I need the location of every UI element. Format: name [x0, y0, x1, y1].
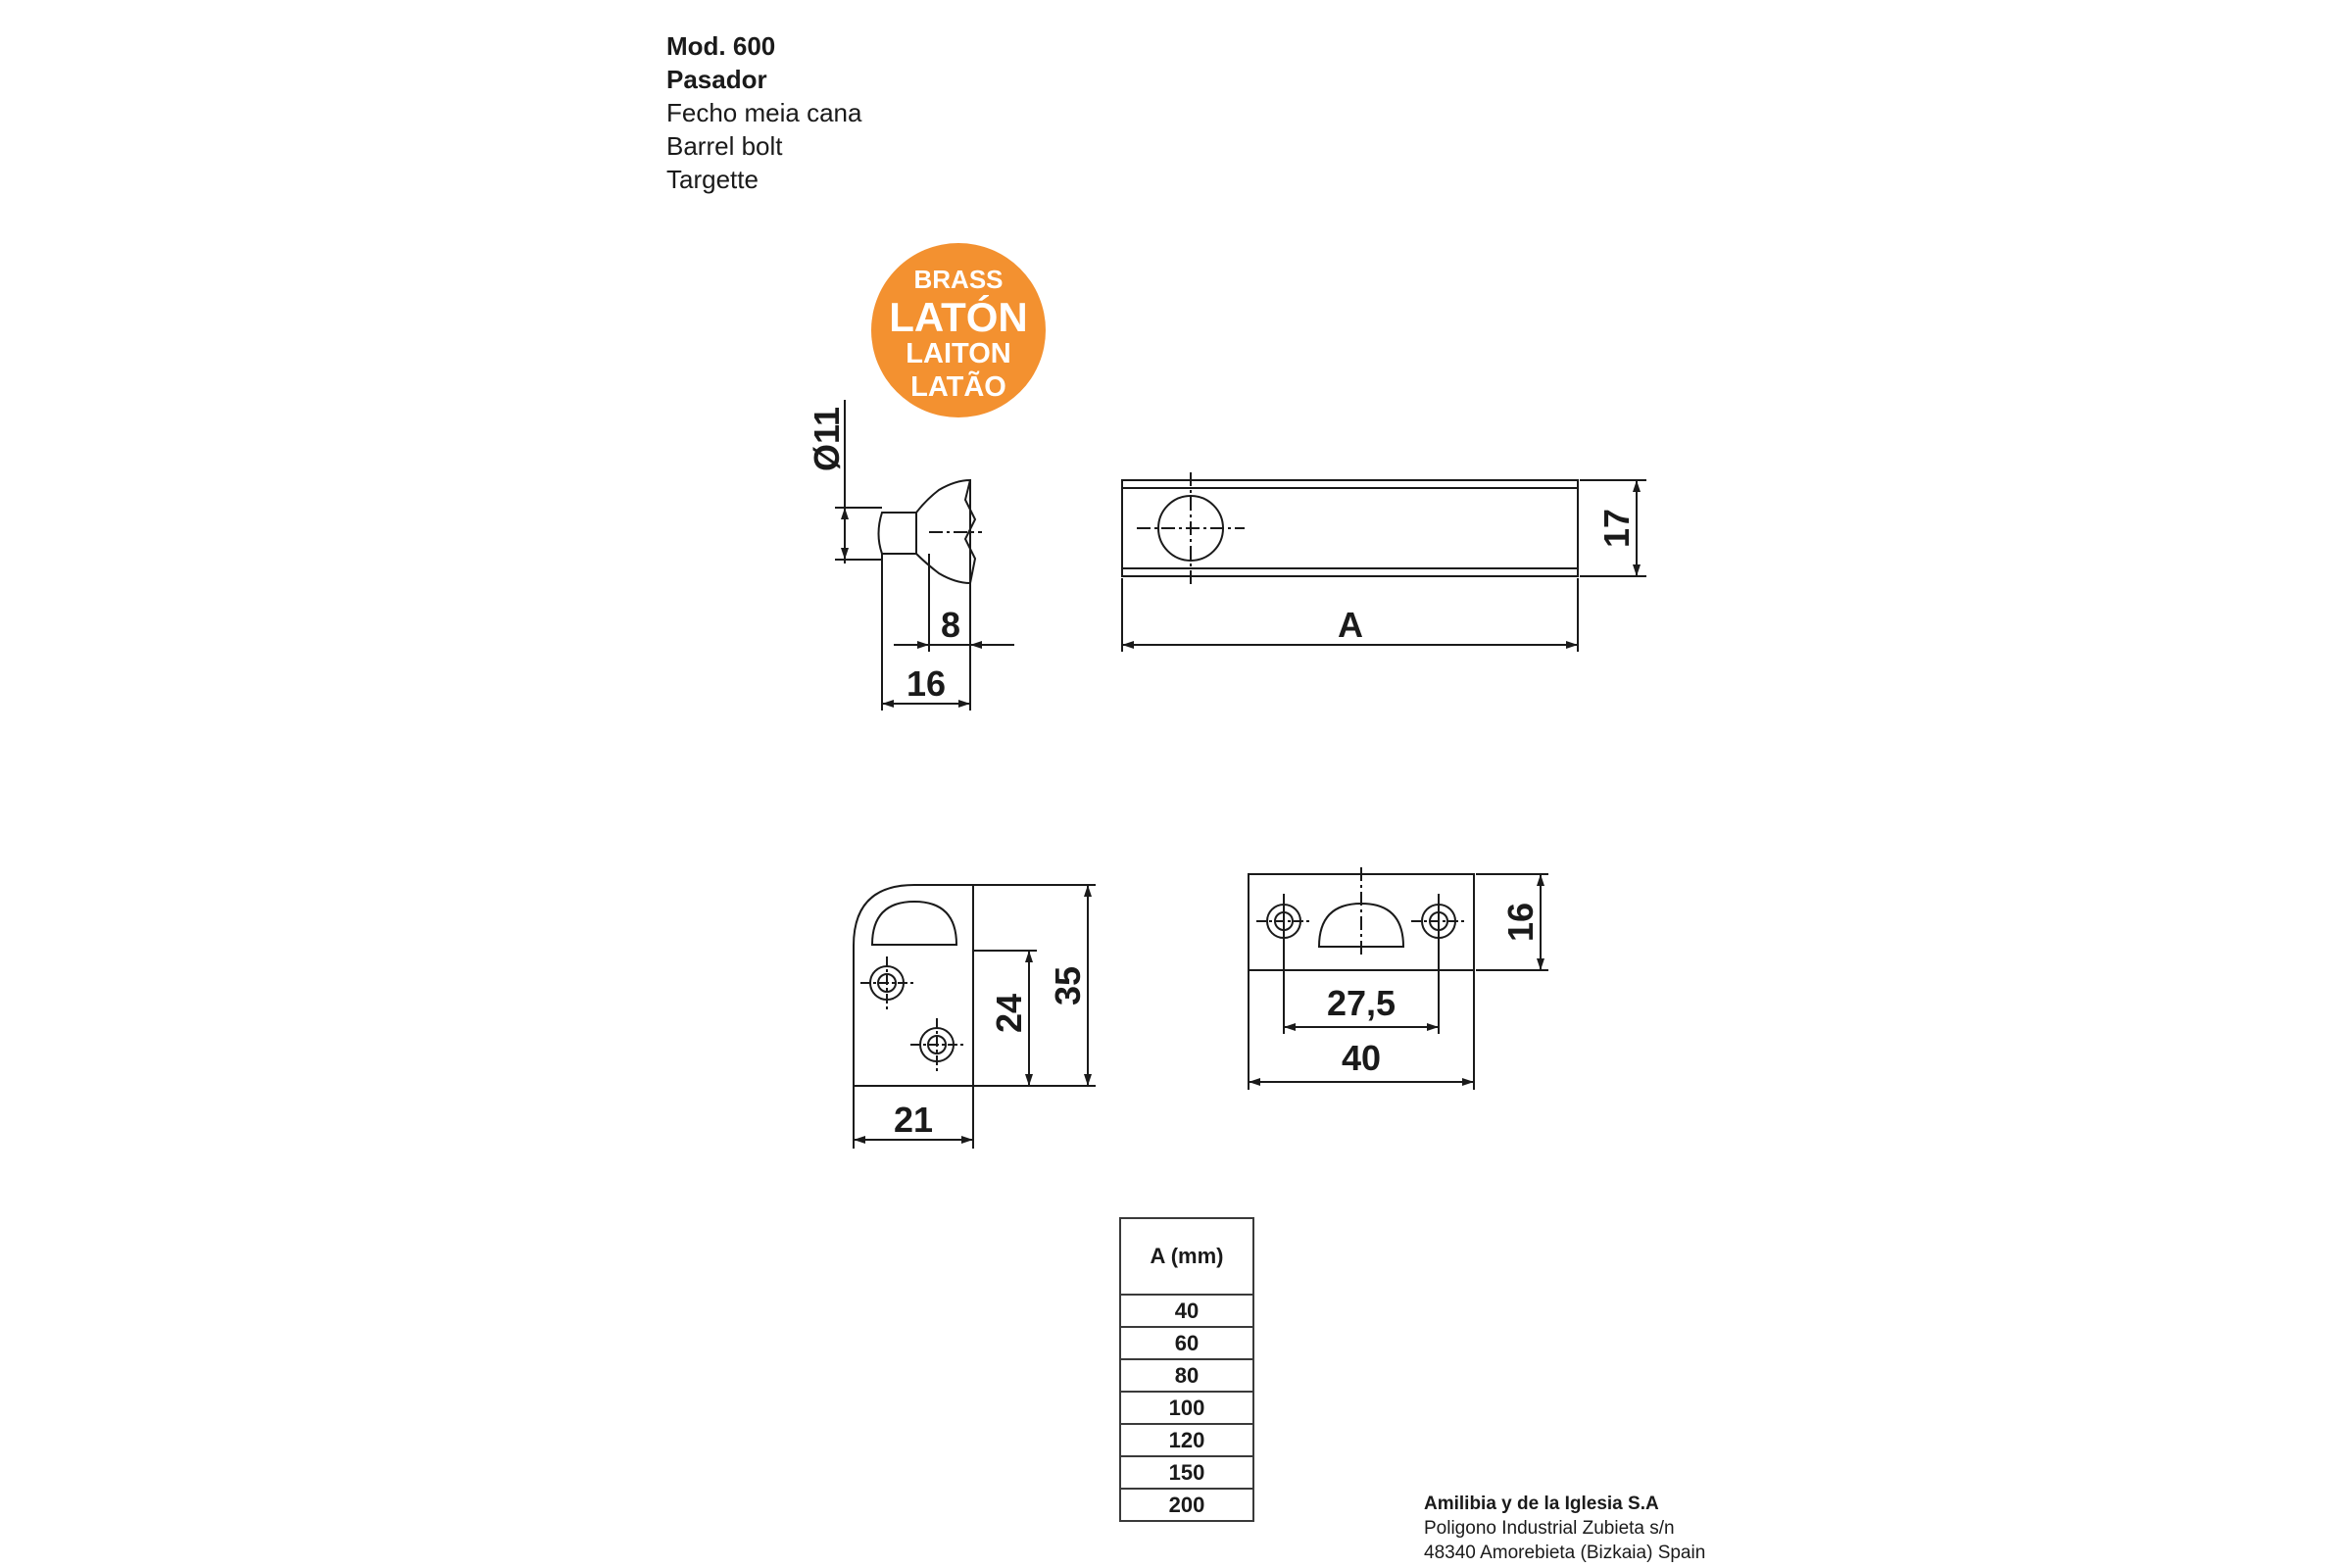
table-row: 80 — [1120, 1359, 1253, 1392]
dim-plate-hole-spacing: 27,5 — [1326, 983, 1396, 1023]
badge-laiton: LAITON — [906, 338, 1011, 369]
keeper-slot — [872, 902, 956, 945]
company-info — [1424, 1492, 1705, 1565]
product-name-pt: Fecho meia cana — [666, 98, 862, 127]
company-address-1: Poligono Industrial Zubieta s/n — [1424, 1518, 1675, 1539]
company-name: Amilibia y de la Iglesia S.A — [1424, 1494, 1659, 1514]
table-row: 40 — [1120, 1295, 1253, 1327]
keeper-view — [854, 885, 1096, 1149]
table-row: 100 — [1120, 1392, 1253, 1424]
length-table — [1119, 1217, 1254, 1522]
badge-laton: LATÓN — [889, 294, 1028, 340]
table-row: 200 — [1120, 1489, 1253, 1521]
product-name-es: Pasador — [666, 65, 767, 94]
badge-brass: BRASS — [913, 265, 1004, 294]
dim-plate-height: 16 — [1500, 902, 1541, 943]
badge-latao: LATÃO — [910, 371, 1006, 403]
dim-body-length: A — [1338, 605, 1363, 645]
dim-body-height: 17 — [1596, 508, 1637, 549]
dim-knob-total: 16 — [906, 663, 947, 704]
company-address-2: 48340 Amorebieta (Bizkaia) Spain — [1424, 1543, 1706, 1563]
product-name-fr: Targette — [666, 165, 759, 194]
strike-plate-view — [1249, 867, 1548, 1090]
dim-keeper-height: 35 — [1048, 965, 1088, 1006]
product-name-en: Barrel bolt — [666, 131, 783, 161]
dim-knob-head: 8 — [940, 605, 961, 645]
table-row: 60 — [1120, 1327, 1253, 1359]
table-row: 150 — [1120, 1456, 1253, 1489]
knob-side-view — [807, 400, 1014, 710]
table-header: A (mm) — [1120, 1218, 1253, 1295]
bolt-body-view — [1122, 472, 1646, 652]
material-badge — [871, 243, 1046, 417]
table-row: 120 — [1120, 1424, 1253, 1456]
dim-keeper-width: 21 — [893, 1100, 934, 1140]
dim-knob-diameter: Ø11 — [807, 406, 847, 472]
dim-plate-width: 40 — [1341, 1038, 1382, 1078]
model-number: Mod. 600 — [666, 31, 776, 61]
keeper-outline — [854, 885, 973, 1086]
dim-keeper-hole-spacing: 24 — [989, 993, 1029, 1034]
